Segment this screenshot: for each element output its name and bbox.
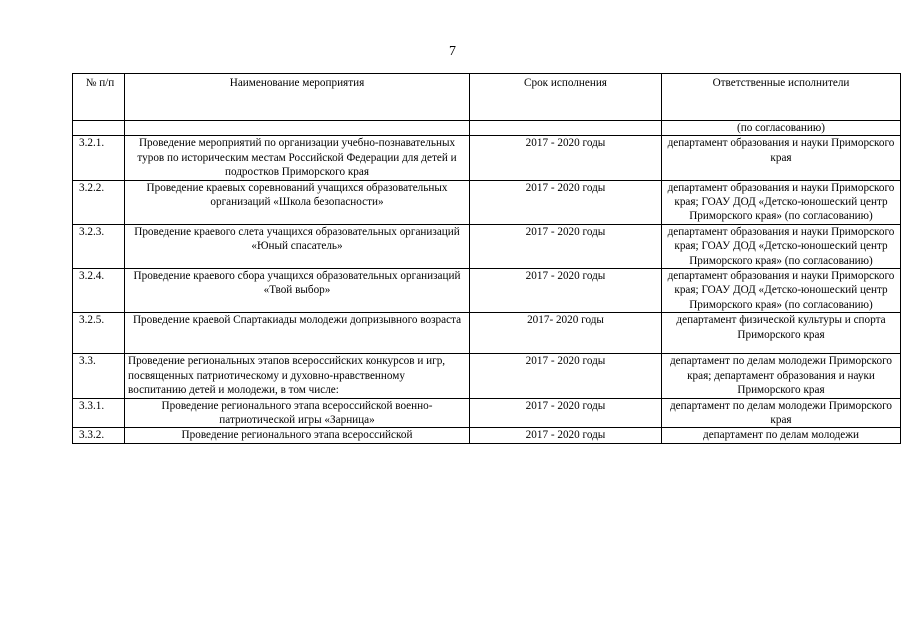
row-deadline: 2017 - 2020 годы: [470, 136, 662, 180]
row-number: 3.3.2.: [73, 428, 125, 443]
row-event-name: Проведение региональных этапов всероссийских конкурсов и игр, посвященных патриотическому и духовно-нравственному воспитанию детей и молодежи, в том числе:: [125, 354, 470, 398]
row-responsible: департамент физической культуры и спорта Приморского края: [662, 313, 901, 354]
row-event-name: Проведение краевых соревнований учащихся образовательных организаций «Школа безопасности»: [125, 180, 470, 224]
header-number: № п/п: [73, 74, 125, 121]
row-number: 3.2.4.: [73, 269, 125, 313]
row-event-name: Проведение регионального этапа всероссийской военно-патриотической игры «Зарница»: [125, 398, 470, 428]
row-deadline: 2017 - 2020 годы: [470, 180, 662, 224]
row-responsible: департамент образования и науки Приморского края; ГОАУ ДОД «Детско-юношеский центр Приморского края» (по согласованию): [662, 224, 901, 268]
table-row: [73, 136, 901, 180]
table-row-continuation: [73, 121, 901, 136]
table-header-row: [73, 74, 901, 121]
row-event-name: Проведение краевого слета учащихся образовательных организаций «Юный спасатель»: [125, 224, 470, 268]
table-row: [73, 269, 901, 313]
header-responsible: Ответственные исполнители: [662, 74, 901, 121]
row-responsible: департамент по делам молодежи Приморского края: [662, 398, 901, 428]
table-row: [73, 428, 901, 443]
events-table: [72, 73, 901, 444]
table-row: [73, 313, 901, 354]
row-deadline: 2017 - 2020 годы: [470, 269, 662, 313]
row-number: 3.2.5.: [73, 313, 125, 354]
row-event-name: Проведение краевой Спартакиады молодежи допризывного возраста: [125, 313, 470, 354]
row-responsible: департамент образования и науки Приморского края; ГОАУ ДОД «Детско-юношеский центр Приморского края» (по согласованию): [662, 269, 901, 313]
row-deadline: 2017 - 2020 годы: [470, 224, 662, 268]
row-number: 3.2.3.: [73, 224, 125, 268]
table-row: [73, 398, 901, 428]
row-number: 3.2.2.: [73, 180, 125, 224]
table-row: [73, 180, 901, 224]
row-event-name: Проведение регионального этапа всероссийской: [125, 428, 470, 443]
row-event-name: Проведение краевого сбора учащихся образовательных организаций «Твой выбор»: [125, 269, 470, 313]
row-number: 3.3.: [73, 354, 125, 398]
row-responsible: департамент по делам молодежи Приморского края; департамент образования и науки Приморского края: [662, 354, 901, 398]
header-deadline: Срок исполнения: [470, 74, 662, 121]
row-deadline: 2017 - 2020 годы: [470, 428, 662, 443]
row-deadline: 2017 - 2020 годы: [470, 354, 662, 398]
row-deadline: 2017 - 2020 годы: [470, 398, 662, 428]
row-responsible: департамент образования и науки Приморского края; ГОАУ ДОД «Детско-юношеский центр Приморского края» (по согласованию): [662, 180, 901, 224]
table-row: [73, 224, 901, 268]
row-responsible: департамент по делам молодежи: [662, 428, 901, 443]
page-number: 7: [449, 44, 456, 59]
table-row: [73, 354, 901, 398]
row-event-name: Проведение мероприятий по организации учебно-познавательных туров по историческим местам Российской Федерации для детей и подростков Приморского края: [125, 136, 470, 180]
row-number: 3.3.1.: [73, 398, 125, 428]
row-responsible: департамент образования и науки Приморского края: [662, 136, 901, 180]
continuation-cell: (по согласованию): [662, 121, 901, 136]
header-event-name: Наименование мероприятия: [125, 74, 470, 121]
row-deadline: 2017- 2020 годы: [470, 313, 662, 354]
row-number: 3.2.1.: [73, 136, 125, 180]
